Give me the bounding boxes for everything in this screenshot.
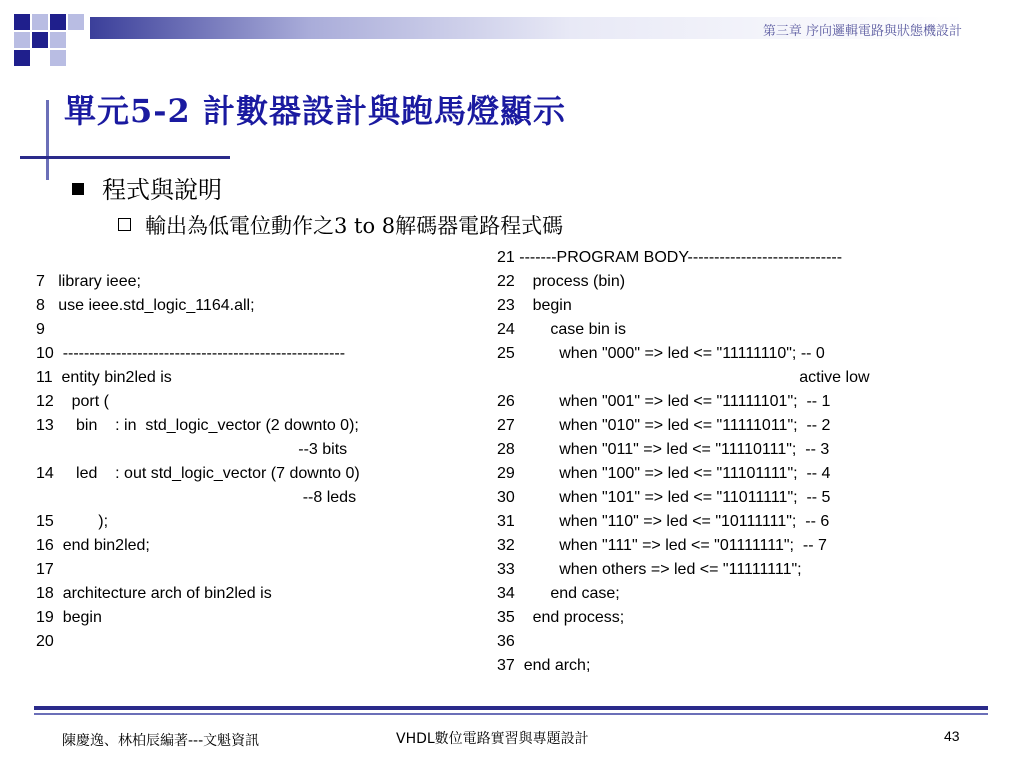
hollow-square-bullet-icon [118, 218, 131, 231]
decorative-horizontal-line [20, 156, 230, 159]
code-line: 30 when "101" => led <= "11011111"; -- 5 [497, 489, 831, 506]
code-line: 23 begin [497, 297, 572, 314]
code-line: 34 end case; [497, 585, 620, 602]
chapter-title: 第三章 序向邏輯電路與狀態機設計 [762, 24, 962, 39]
code-line: 7 library ieee; [36, 273, 141, 290]
footer-book-title: VHDL數位電路實習與專題設計 [396, 731, 589, 747]
code-block-right [497, 246, 870, 678]
page-number: 43 [944, 728, 960, 744]
deco-square [50, 50, 66, 66]
code-line: 8 use ieee.std_logic_1164.all; [36, 297, 255, 314]
deco-square [68, 14, 84, 30]
deco-square [32, 32, 48, 48]
code-line: 24 case bin is [497, 321, 626, 338]
bullet-level2-text: 輸出為低電位動作之3 to 8解碼器電路程式碼 [145, 214, 564, 238]
deco-square [50, 32, 66, 48]
code-line: 12 port ( [36, 393, 109, 410]
code-line: 29 when "100" => led <= "11101111"; -- 4 [497, 465, 831, 482]
code-line: 28 when "011" => led <= "11110111"; -- 3 [497, 441, 830, 458]
code-line: 15 ); [36, 513, 109, 530]
code-line: 19 begin [36, 609, 102, 626]
code-line: 16 end bin2led; [36, 537, 150, 554]
square-bullet-icon [72, 183, 84, 195]
code-block-left [36, 270, 360, 654]
deco-square [14, 50, 30, 66]
footer-authors: 陳慶逸、林柏辰編著---文魁資訊 [62, 733, 260, 749]
footer-divider-thin [34, 713, 988, 715]
deco-square [32, 14, 48, 30]
code-line: 36 [497, 633, 515, 650]
deco-square [14, 14, 30, 30]
code-line: --8 leds [36, 489, 357, 506]
code-line: 37 end arch; [497, 657, 591, 674]
code-line: --3 bits [36, 441, 348, 458]
bullet-level1-text: 程式與說明 [102, 176, 222, 204]
footer-divider [34, 706, 988, 710]
code-line: 21 -------PROGRAM BODY----------------------------- [497, 249, 843, 266]
deco-square [14, 32, 30, 48]
code-line: 31 when "110" => led <= "10111111"; -- 6 [497, 513, 830, 530]
code-line: 11 entity bin2led is [36, 369, 172, 386]
code-line: 35 end process; [497, 609, 625, 626]
code-line: 26 when "001" => led <= "11111101"; -- 1 [497, 393, 831, 410]
code-line: 13 bin : in std_logic_vector (2 downto 0); [36, 417, 359, 434]
bullet-level2 [118, 210, 563, 240]
code-line: 32 when "111" => led <= "01111111"; -- 7 [497, 537, 827, 554]
code-line: 18 architecture arch of bin2led is [36, 585, 272, 602]
code-line: 22 process (bin) [497, 273, 626, 290]
slide-title: 單元5-2 計數器設計與跑馬燈顯示 [64, 92, 566, 130]
code-line: 10 ----------------------------------------------------- [36, 345, 346, 362]
code-line: 17 [36, 561, 54, 578]
code-line: 14 led : out std_logic_vector (7 downto 0) [36, 465, 360, 482]
code-line: 33 when others => led <= "11111111"; [497, 561, 802, 578]
decorative-vertical-line [46, 100, 49, 180]
bullet-level1 [72, 170, 222, 205]
deco-square [50, 14, 66, 30]
code-line: active low [497, 369, 870, 386]
code-line: 20 [36, 633, 54, 650]
code-line: 25 when "000" => led <= "11111110"; -- 0 [497, 345, 825, 362]
code-line: 9 [36, 321, 45, 338]
code-line: 27 when "010" => led <= "11111011"; -- 2 [497, 417, 831, 434]
